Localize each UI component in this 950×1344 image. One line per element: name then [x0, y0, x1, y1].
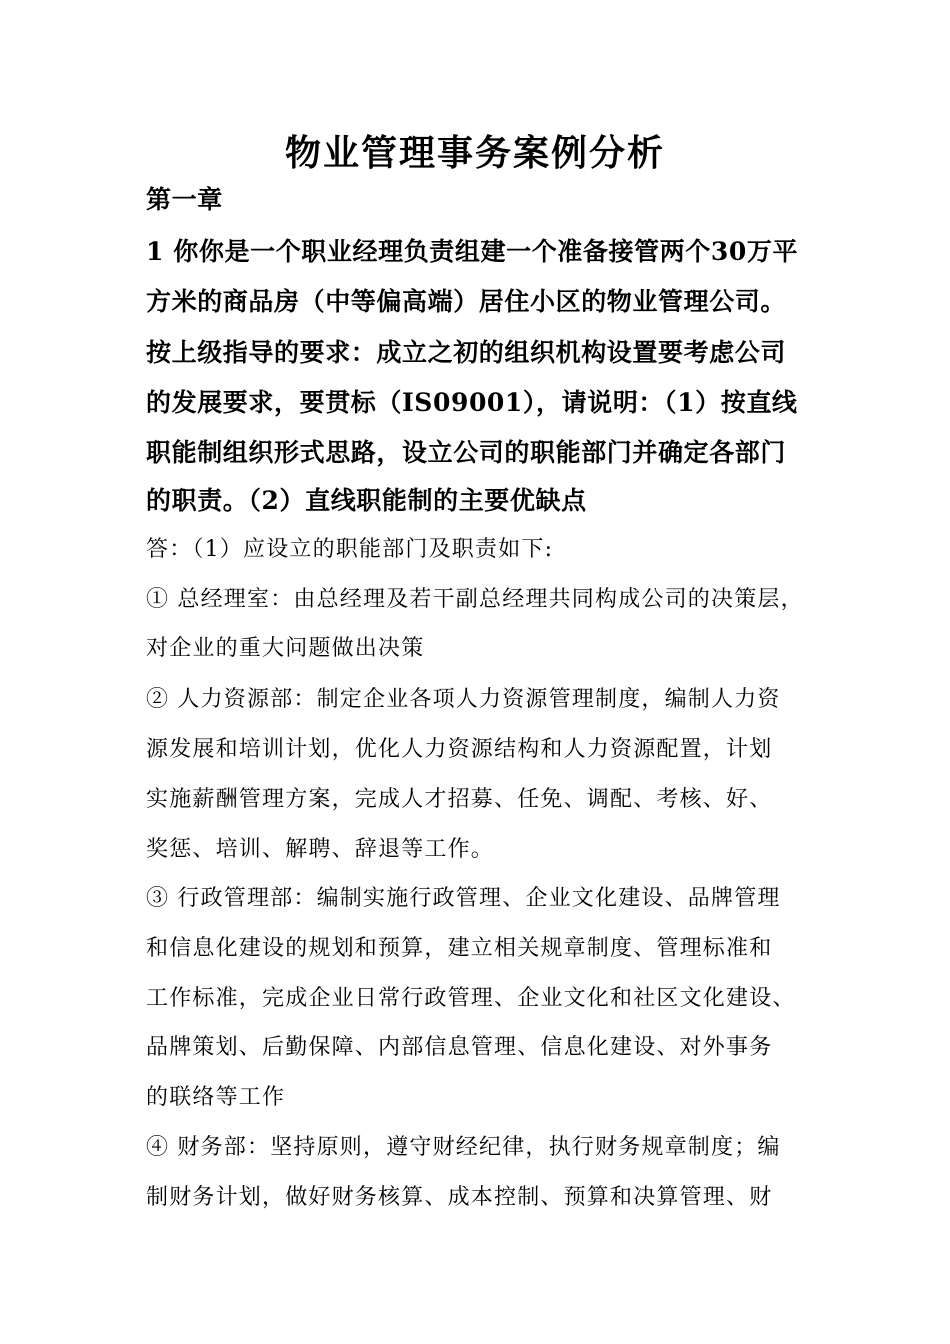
question-line: 1 你你是一个职业经理负责组建一个准备接管两个30万平 [146, 237, 799, 266]
answer-line: 实施薪酬管理方案，完成人才招募、任免、调配、考核、好、 [146, 787, 773, 812]
question-line: 的发展要求，要贯标（IS09001），请说明：（1）按直线 [146, 388, 798, 417]
question-line: 方米的商品房（中等偏高端）居住小区的物业管理公司。 [146, 287, 787, 316]
answer-line: 制财务计划，做好财务核算、成本控制、预算和决算管理、财 [146, 1185, 773, 1210]
answer-line: ① 总经理室：由总经理及若干副总经理共同构成公司的决策层， [146, 587, 804, 612]
answer-line: ④ 财务部：坚持原则，遵守财经纪律，执行财务规章制度；编 [146, 1135, 781, 1160]
answer-line: 奖惩、培训、解聘、辞退等工作。 [146, 837, 495, 862]
answer-line: 品牌策划、后勤保障、内部信息管理、信息化建设、对外事务 [146, 1035, 773, 1060]
question-line: 按上级指导的要求：成立之初的组织机构设置要考虑公司 [146, 338, 787, 367]
answer-line: 的联络等工作 [146, 1085, 286, 1110]
answer-line: 答：（1）应设立的职能部门及职责如下: [146, 537, 554, 562]
chapter-heading: 第一章 [146, 185, 223, 214]
answer-line: 和信息化建设的规划和预算，建立相关规章制度、管理标准和 [146, 936, 773, 961]
document-title: 物业管理事务案例分析 [284, 132, 665, 174]
answer-line: 对企业的重大问题做出决策 [146, 636, 425, 661]
answer-line: 源发展和培训计划，优化人力资源结构和人力资源配置，计划 [146, 737, 773, 762]
answer-line: ② 人力资源部：制定企业各项人力资源管理制度，编制人力资 [146, 687, 781, 712]
answer-line: ③ 行政管理部：编制实施行政管理、企业文化建设、品牌管理 [146, 886, 781, 911]
question-line: 的职责。（2）直线职能制的主要优缺点 [146, 486, 587, 515]
answer-line: 工作标准，完成企业日常行政管理、企业文化和社区文化建设、 [146, 986, 796, 1011]
question-line: 职能制组织形式思路，设立公司的职能部门并确定各部门 [146, 438, 787, 467]
